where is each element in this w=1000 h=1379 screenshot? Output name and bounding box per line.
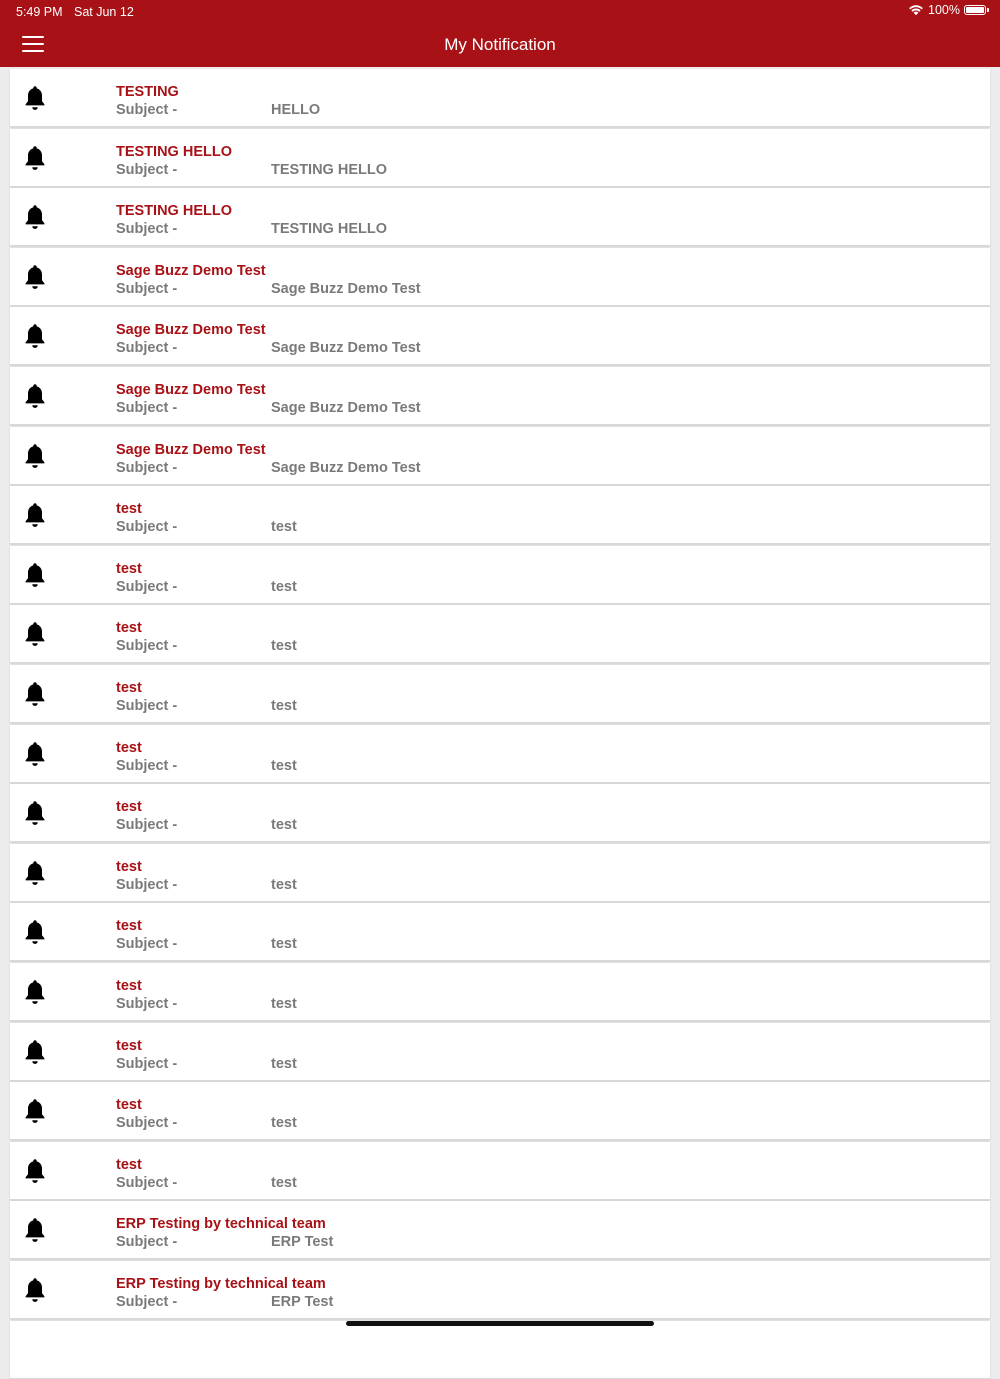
- notification-item[interactable]: [10, 129, 990, 187]
- bell-icon: [23, 1277, 47, 1303]
- bell-icon: [23, 383, 47, 409]
- wifi-icon: [908, 4, 924, 16]
- bell-icon: [23, 204, 47, 230]
- subject-value: test: [271, 698, 297, 714]
- notification-title: Sage Buzz Demo Test: [116, 441, 266, 458]
- subject-label: Subject -: [116, 1174, 178, 1191]
- subject-value: TESTING HELLO: [271, 161, 387, 178]
- notification-item[interactable]: [10, 1201, 990, 1259]
- status-time: 5:49 PM: [16, 5, 63, 19]
- notification-item[interactable]: [10, 307, 990, 365]
- subject-value: test: [271, 638, 297, 655]
- notification-title: test: [116, 620, 142, 637]
- notification-item[interactable]: [10, 1142, 990, 1200]
- notification-title: TESTING HELLO: [116, 203, 232, 220]
- bell-icon: [23, 919, 47, 945]
- battery-icon: [964, 5, 986, 15]
- page-title: My Notification: [444, 35, 556, 54]
- bell-icon: [23, 264, 47, 290]
- status-date: Sat Jun 12: [74, 5, 134, 19]
- notification-item-partial[interactable]: [10, 1321, 990, 1379]
- notification-item[interactable]: [10, 784, 990, 842]
- notification-title: test: [116, 799, 142, 816]
- subject-value: test: [271, 1174, 297, 1191]
- notification-item[interactable]: [10, 367, 990, 425]
- subject-value: ERP Test: [271, 1234, 334, 1251]
- bell-icon: [23, 741, 47, 767]
- notification-item[interactable]: [10, 1023, 990, 1081]
- subject-label: Subject -: [116, 996, 178, 1012]
- notification-title: test: [116, 978, 142, 994]
- bell-icon: [23, 1039, 47, 1065]
- subject-value: ERP Test: [271, 1294, 334, 1310]
- subject-value: test: [271, 1115, 297, 1132]
- notification-item[interactable]: [10, 1261, 990, 1319]
- notification-title: ERP Testing by technical team: [116, 1216, 326, 1233]
- notification-title: test: [116, 560, 142, 577]
- notification-title: test: [116, 1037, 142, 1054]
- subject-label: Subject -: [116, 638, 178, 655]
- subject-value: test: [271, 817, 297, 834]
- subject-value: test: [271, 578, 297, 595]
- subject-label: Subject -: [116, 1234, 178, 1251]
- subject-label: Subject -: [116, 1115, 178, 1132]
- subject-value: test: [271, 519, 297, 536]
- subject-value: test: [271, 936, 297, 953]
- notification-item[interactable]: [10, 248, 990, 306]
- subject-value: test: [271, 1055, 297, 1072]
- notification-item[interactable]: [10, 69, 990, 127]
- notification-title: Sage Buzz Demo Test: [116, 262, 266, 279]
- bell-icon: [23, 145, 47, 171]
- bell-icon: [23, 860, 47, 886]
- subject-label: Subject -: [116, 817, 178, 834]
- subject-value: Sage Buzz Demo Test: [271, 340, 421, 357]
- notification-item[interactable]: [10, 844, 990, 902]
- subject-label: Subject -: [116, 459, 178, 476]
- notification-item[interactable]: [10, 605, 990, 663]
- subject-label: Subject -: [116, 876, 178, 893]
- battery-percentage: 100%: [928, 3, 960, 17]
- subject-label: Subject -: [116, 102, 178, 118]
- subject-value: Sage Buzz Demo Test: [271, 459, 421, 476]
- bell-icon: [23, 681, 47, 707]
- notification-title: Sage Buzz Demo Test: [116, 322, 266, 339]
- notification-title: ERP Testing by technical team: [116, 1276, 326, 1292]
- home-indicator: [346, 1321, 654, 1326]
- subject-label: Subject -: [116, 1294, 178, 1310]
- notification-title: TESTING HELLO: [116, 143, 232, 160]
- subject-label: Subject -: [116, 161, 178, 178]
- bell-icon: [23, 502, 47, 528]
- notification-item[interactable]: [10, 486, 990, 544]
- notification-item[interactable]: [10, 546, 990, 604]
- bell-icon: [23, 1098, 47, 1124]
- status-indicators: [908, 3, 986, 17]
- notification-item[interactable]: [10, 1082, 990, 1140]
- notification-title: test: [116, 680, 142, 696]
- subject-label: Subject -: [116, 400, 178, 416]
- subject-label: Subject -: [116, 578, 178, 595]
- bell-icon: [23, 1158, 47, 1184]
- subject-label: Subject -: [116, 757, 178, 774]
- subject-label: Subject -: [116, 936, 178, 953]
- notification-item[interactable]: [10, 188, 990, 246]
- subject-value: TESTING HELLO: [271, 221, 387, 238]
- notification-title: test: [116, 1156, 142, 1173]
- subject-value: test: [271, 876, 297, 893]
- bell-icon: [23, 323, 47, 349]
- notification-title: Sage Buzz Demo Test: [116, 382, 266, 398]
- subject-label: Subject -: [116, 280, 178, 297]
- subject-label: Subject -: [116, 221, 178, 238]
- notification-item[interactable]: [10, 903, 990, 961]
- bell-icon: [23, 800, 47, 826]
- notification-title: test: [116, 918, 142, 935]
- notification-title: test: [116, 1097, 142, 1114]
- bell-icon: [23, 562, 47, 588]
- bell-icon: [23, 85, 47, 111]
- bell-icon: [23, 979, 47, 1005]
- subject-value: HELLO: [271, 102, 321, 118]
- subject-label: Subject -: [116, 340, 178, 357]
- notification-title: test: [116, 858, 142, 875]
- notification-title: test: [116, 739, 142, 756]
- notification-item[interactable]: [10, 725, 990, 783]
- subject-value: test: [271, 757, 297, 774]
- subject-value: Sage Buzz Demo Test: [271, 280, 421, 297]
- notification-item[interactable]: [10, 665, 990, 723]
- notification-title: test: [116, 501, 142, 518]
- bell-icon: [23, 443, 47, 469]
- app-header: [0, 0, 1000, 67]
- notification-item[interactable]: [10, 963, 990, 1021]
- notification-title: TESTING: [116, 84, 179, 100]
- subject-value: test: [271, 996, 297, 1012]
- subject-label: Subject -: [116, 698, 178, 714]
- bell-icon: [23, 621, 47, 647]
- subject-label: Subject -: [116, 1055, 178, 1072]
- subject-value: Sage Buzz Demo Test: [271, 400, 421, 416]
- subject-label: Subject -: [116, 519, 178, 536]
- notification-item[interactable]: [10, 427, 990, 485]
- status-bar: [0, 0, 1000, 24]
- bell-icon: [23, 1217, 47, 1243]
